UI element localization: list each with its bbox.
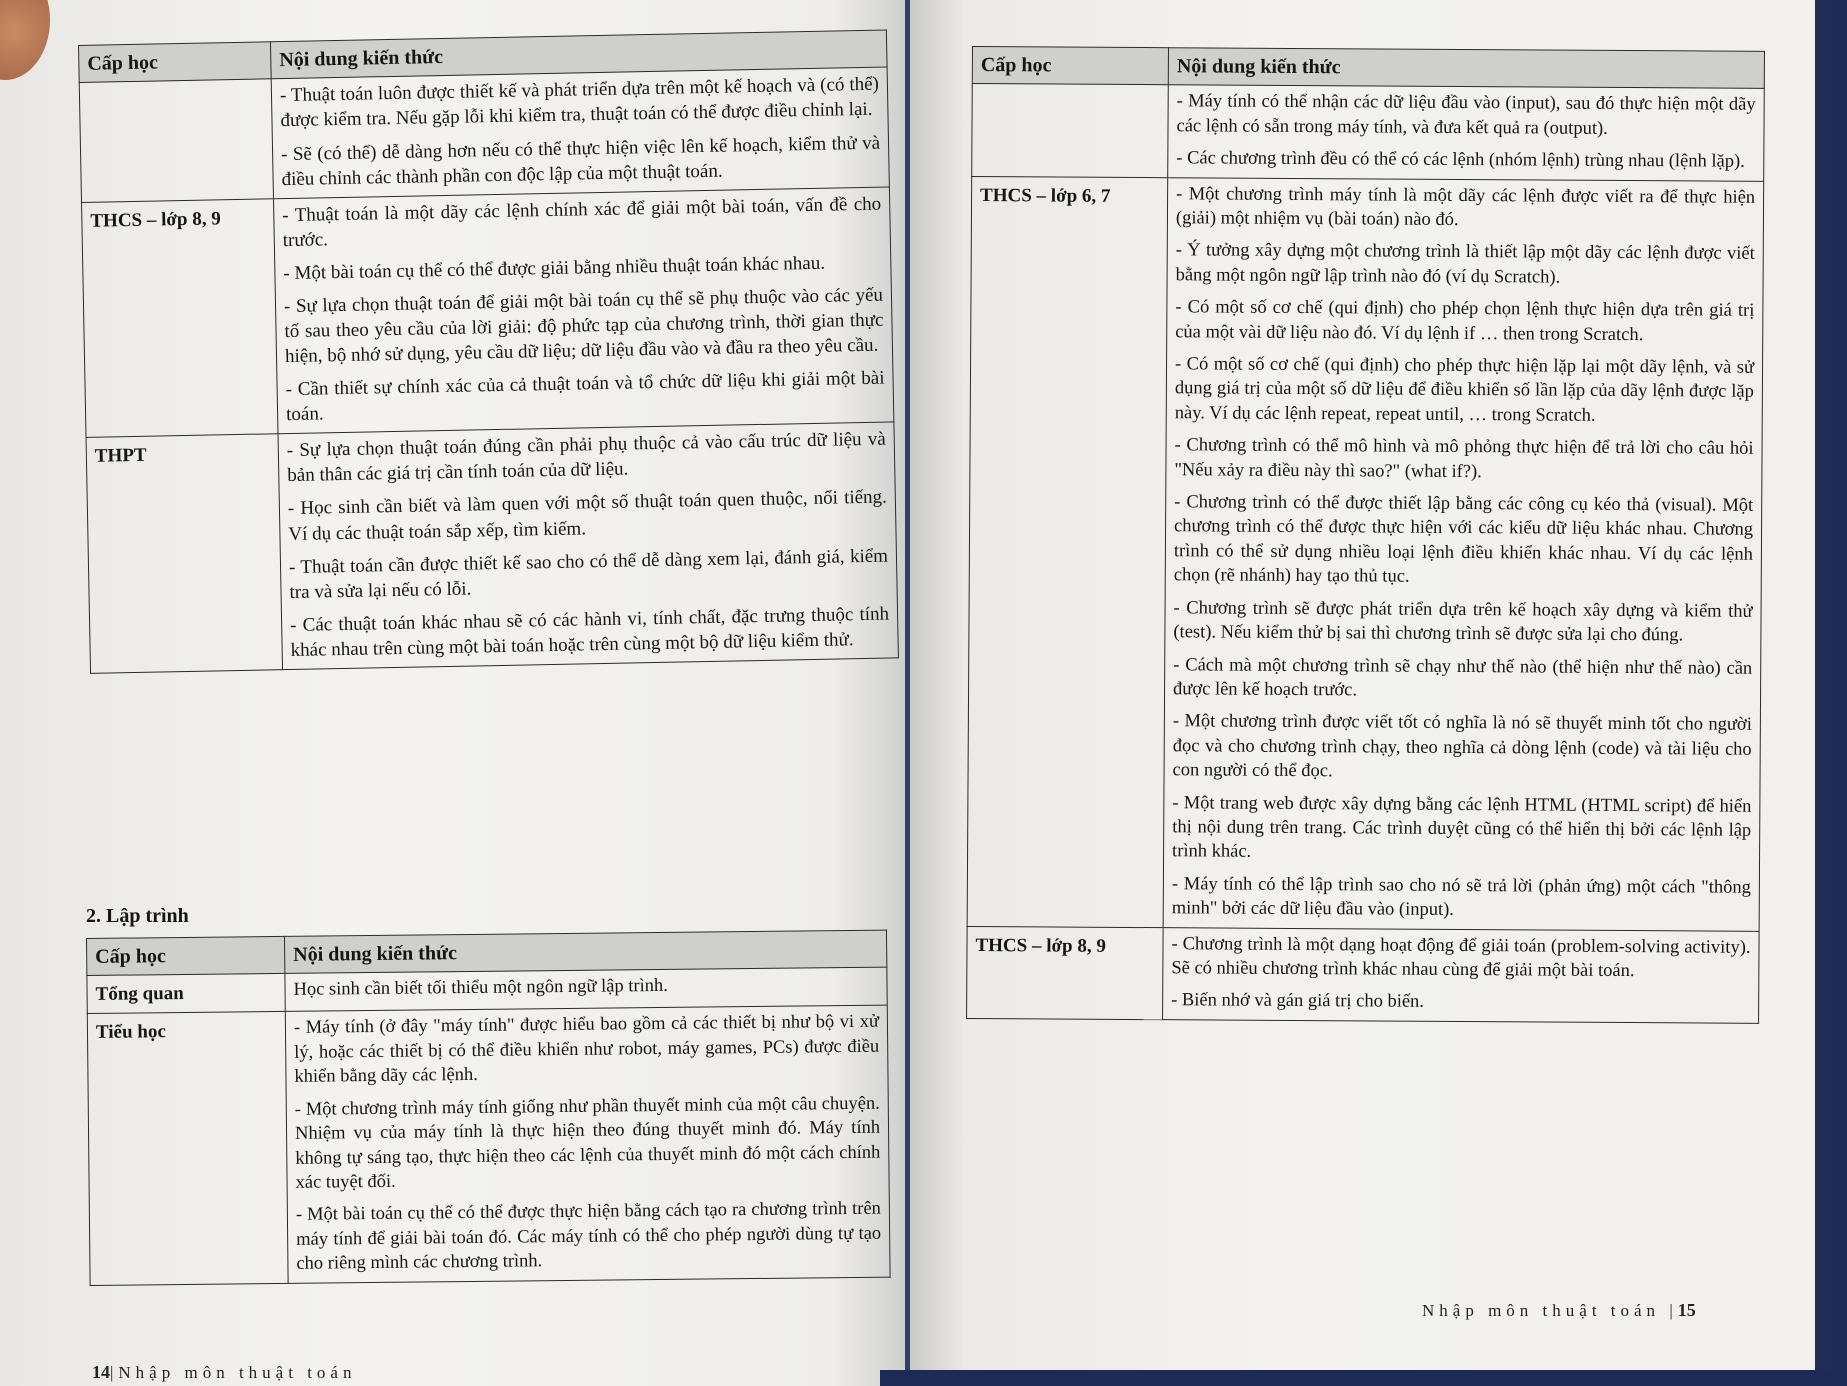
- algorithm-table: [78, 29, 899, 673]
- column-header-level: Cấp học: [87, 936, 285, 975]
- table-header-row: [972, 47, 1764, 89]
- content-item: - Chương trình có thể được thiết lập bằng các công cụ kéo thả (visual). Một chương trình có thể được thực hiện với các kiểu dữ liệu khác nhau. Chương trình có thể sử dụng nhiều loại lệnh điều khiển khác nhau. Ví dụ các lệnh chọn (rẽ nhánh) hay tạo thủ tục.: [1173, 492, 1754, 587]
- column-header-content: Nội dung kiến thức: [1168, 48, 1764, 89]
- content-item: - Các chương trình đều có thể có các lệnh (nhóm lệnh) trùng nhau (lệnh lặp).: [1176, 148, 1745, 172]
- content-item: - Các thuật toán khác nhau sẽ có các hành vi, tính chất, đặc trưng thuộc tính khác nhau trên cùng một bài toán hoặc trên cùng một bộ dữ liệu kiểm thử.: [289, 603, 890, 661]
- table-row: [967, 926, 1760, 1023]
- table-row: [86, 422, 898, 673]
- content-item: - Học sinh cần biết và làm quen với một số thuật toán quen thuộc, nổi tiếng. Ví dụ các thuật toán sắp xếp, tìm kiếm.: [287, 487, 888, 545]
- content-cell: [285, 1006, 890, 1283]
- page-number: 15: [1677, 1300, 1696, 1320]
- content-cell: [278, 422, 898, 669]
- content-item: - Một chương trình máy tính giống như phần thuyết minh của một câu chuyện. Nhiệm vụ của máy tính là thực hiện theo đúng thuyết minh đó. Máy tính không tự sáng tạo, thực hiện theo các lệnh của thuyết minh đó một cách chính xác tuyệt đối.: [294, 1093, 881, 1193]
- content-cell: [271, 67, 889, 198]
- content-item: - Sự lựa chọn thuật toán để giải một bài toán cụ thể sẽ phụ thuộc vào các yếu tố sau theo yêu cầu của lời giải: độ phức tạp của chương trình, thời gian thực hiện, bộ nhớ sử dụng, yêu cầu dữ liệu; dữ liệu đầu vào và đầu ra theo yêu cầu.: [283, 284, 884, 368]
- footer-title: Nhập môn thuật toán: [118, 1363, 357, 1382]
- level-cell: Tổng quan: [87, 974, 285, 1014]
- content-item: - Sự lựa chọn thuật toán đúng cần phải phụ thuộc cả vào cấu trúc dữ liệu và bản thân các giá trị cần tính toán của dữ liệu.: [286, 428, 886, 487]
- content-item: - Một bài toán cụ thể có thể được thực hiện bằng cách tạo ra chương trình trên máy tính để giải bài toán đó. Các máy tính có thể cho phép người dùng tự tạo cho riêng mình các chương trình.: [295, 1199, 882, 1274]
- page-number: 14: [92, 1362, 110, 1382]
- column-header-content: Nội dung kiến thức: [284, 930, 886, 974]
- background-strip: [880, 1370, 1847, 1386]
- content-cell: [1168, 85, 1765, 181]
- content-item: - Một chương trình được viết tốt có nghĩa là nó sẽ thuyết minh tốt cho người đọc và cho chương trình chạy, theo nghĩa cả dòng lệnh (code) và tài liệu cho con người có thể đọc.: [1172, 711, 1752, 782]
- footer-separator: |: [1660, 1301, 1678, 1320]
- content-item: - Máy tính có thể nhận các dữ liệu đầu vào (input), sau đó thực hiện một dãy các lệnh có sẵn trong máy tính, và đưa kết quả ra (output).: [1176, 91, 1756, 139]
- level-cell: THPT: [86, 434, 282, 673]
- right-page-footer: [1422, 1300, 1696, 1321]
- content-item: - Ý tưởng xây dựng một chương trình là thiết lập một dãy các lệnh được viết bằng một ngôn ngữ lập trình nào đó (ví dụ Scratch).: [1175, 240, 1755, 288]
- level-cell: Tiểu học: [87, 1012, 288, 1285]
- content-cell: [273, 187, 893, 434]
- content-item: - Cần thiết sự chính xác của cả thuật toán và tổ chức dữ liệu khi giải một bài toán.: [285, 367, 885, 426]
- table-row: [967, 176, 1764, 931]
- content-item: - Máy tính (ở đây "máy tính" được hiểu bao gồm cả các thiết bị như bộ vi xử lý, hoặc các thiết bị có thể điều khiển như robot, máy games, PCs) được điều khiển bằng dãy các lệnh.: [293, 1012, 880, 1088]
- footer-title: Nhập môn thuật toán: [1422, 1301, 1661, 1320]
- column-header-level: Cấp học: [79, 42, 272, 83]
- table-row: [972, 84, 1765, 181]
- programming-table-continued: [966, 46, 1765, 1024]
- content-cell: [1163, 177, 1764, 931]
- content-item: - Chương trình có thể mô hình và mô phỏng thực hiện để trả lời cho câu hỏi "Nếu xảy ra điều này thì sao?" (what if?).: [1174, 435, 1754, 482]
- content-cell: [1163, 927, 1760, 1023]
- table-row: [79, 67, 889, 202]
- programming-table: [86, 930, 891, 1286]
- column-header-content: Nội dung kiến thức: [270, 30, 887, 79]
- left-page: [0, 0, 905, 1386]
- footer-separator: |: [110, 1363, 119, 1382]
- content-item: - Chương trình sẽ được phát triển dựa trên kế hoạch xây dựng và kiểm thử (test). Nếu kiểm thử bị sai thì chương trình sẽ được sửa lại cho đúng.: [1173, 597, 1753, 646]
- content-item: - Sẽ (có thể) dễ dàng hơn nếu có thể thực hiện việc lên kế hoạch, kiểm thử và điều chỉnh các thành phần con độc lập của một thuật toán.: [280, 132, 881, 190]
- section-title: 2. Lập trình: [86, 905, 189, 927]
- level-cell: THCS – lớp 6, 7: [967, 176, 1168, 927]
- level-cell: THCS – lớp 8, 9: [967, 926, 1164, 1019]
- content-cell: [285, 968, 887, 1012]
- content-item: - Thuật toán là một dãy các lệnh chính xác để giải một bài toán, vấn đề cho trước.: [282, 193, 882, 251]
- content-item: - Thuật toán luôn được thiết kế và phát triển dựa trên một kế hoạch và (có thể) được kiểm tra. Nếu gặp lỗi khi kiểm tra, thuật toán có thể được điều chỉnh lại.: [279, 74, 880, 132]
- content-item: - Có một số cơ chế (qui định) cho phép thực hiện lặp lại một dãy lệnh, và sử dụng giá trị của một số dữ liệu để điều khiển số lần lặp của dãy lệnh được lặp này. Ví dụ các lệnh repeat, repeat until, … trong Scratch.: [1174, 354, 1755, 426]
- left-page-footer: [92, 1362, 356, 1383]
- content-item: - Một chương trình máy tính là một dãy các lệnh được viết ra để thực hiện (giải) một nhiệm vụ (bài toán) nào đó.: [1175, 183, 1756, 230]
- table-row: [82, 187, 894, 438]
- content-item: - Một trang web được xây dựng bằng các lệnh HTML (HTML script) để hiển thị nội dung trên trang. Các trình duyệt cũng có thể hiển thị bởi các lệnh lập trình khác.: [1172, 792, 1752, 863]
- table-row: [87, 1006, 890, 1285]
- content-item: - Một bài toán cụ thể có thể được giải bằng nhiều thuật toán khác nhau.: [283, 252, 826, 284]
- content-item: - Thuật toán cần được thiết kế sao cho có thể dễ dàng xem lại, đánh giá, kiểm tra và sửa lại nếu có lỗi.: [288, 545, 889, 603]
- content-item: - Chương trình là một dạng hoạt động để giải toán (problem-solving activity). Sẽ có nhiều chương trình khác nhau cùng để giải một bài toán.: [1171, 933, 1751, 982]
- content-item: - Cách mà một chương trình sẽ chạy như thế nào (thể hiện như thế nào) cần được lên kế hoạch trước.: [1173, 654, 1753, 701]
- level-cell: THCS – lớp 8, 9: [82, 198, 278, 437]
- level-cell: [972, 84, 1169, 177]
- right-page: [910, 0, 1815, 1386]
- column-header-level: Cấp học: [972, 47, 1168, 86]
- content-item: - Máy tính có thể lập trình sao cho nó sẽ trả lời (phản ứng) một cách "thông minh" bởi các dữ liệu đầu vào (input).: [1171, 874, 1751, 921]
- thumb-photo: [0, 0, 50, 80]
- content-item: - Biến nhớ và gán giá trị cho biến.: [1171, 990, 1425, 1013]
- content-item: Học sinh cần biết tối thiểu một ngôn ngữ lập trình.: [293, 976, 668, 1001]
- content-item: - Có một số cơ chế (qui định) cho phép chọn lệnh thực hiện dựa trên giá trị của một vài dữ liệu nào đó. Ví dụ lệnh if … then trong Scratch.: [1175, 297, 1755, 345]
- level-cell: [79, 79, 273, 202]
